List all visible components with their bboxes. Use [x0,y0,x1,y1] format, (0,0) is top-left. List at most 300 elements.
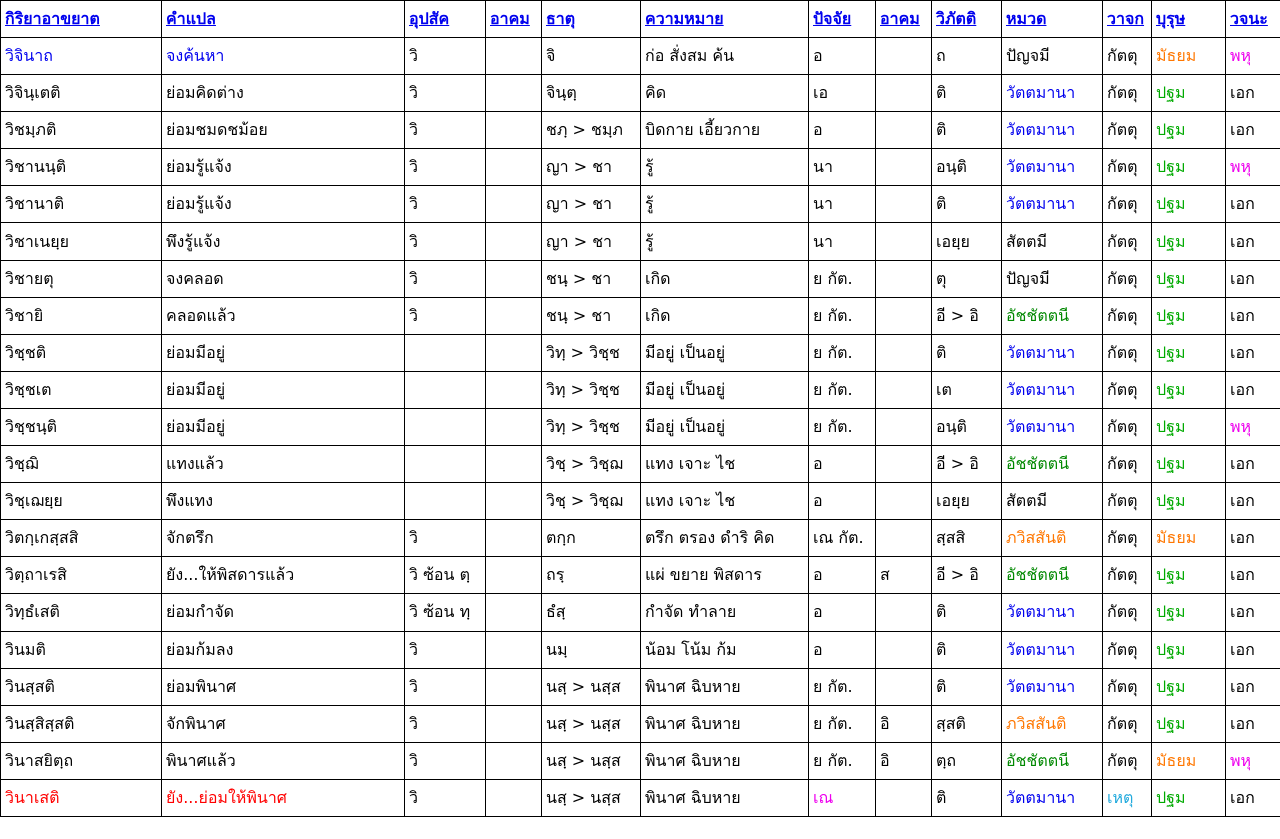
table-cell: กัตตุ [1103,38,1152,75]
table-cell: คิด [641,75,809,112]
table-cell: ถ [932,38,1002,75]
table-cell: ย่อมมีอยู่ [162,408,405,445]
table-cell: กัตตุ [1103,408,1152,445]
table-cell: วิทฺ > วิชฺช [542,408,641,445]
table-cell: วิตฺถาเรสิ [1,557,162,594]
table-cell [876,260,932,297]
table-cell: สฺสติ [932,705,1002,742]
table-cell: ปฐม [1152,705,1226,742]
table-cell: อี > อิ [932,446,1002,483]
table-cell: วัตตมานา [1002,112,1103,149]
table-cell: ปัญจมี [1002,38,1103,75]
table-cell: กัตตุ [1103,705,1152,742]
table-cell [486,520,542,557]
table-cell: กัตตุ [1103,520,1152,557]
table-cell [876,186,932,223]
table-cell: สฺสสิ [932,520,1002,557]
table-cell: จักตรึก [162,520,405,557]
table-cell: บิดกาย เอี้ยวกาย [641,112,809,149]
table-cell: วิ [405,779,486,816]
table-cell: อ [809,446,876,483]
table-cell: นสฺ > นสฺส [542,705,641,742]
table-cell: กัตตุ [1103,668,1152,705]
table-cell: วิทฺธํเสติ [1,594,162,631]
table-cell: กัตตุ [1103,334,1152,371]
table-cell [876,631,932,668]
table-cell [486,779,542,816]
table-cell [405,408,486,445]
table-cell: ปฐม [1152,371,1226,408]
table-cell [486,483,542,520]
table-cell: เอก [1226,594,1280,631]
table-cell [405,371,486,408]
column-header[interactable]: คำแปล [162,1,405,38]
table-cell: แทง เจาะ ไช [641,446,809,483]
table-cell: วิจินาถ [1,38,162,75]
table-cell [876,483,932,520]
table-cell: ปฐม [1152,483,1226,520]
table-cell [876,371,932,408]
table-row [1,779,1280,816]
table-cell: ย่อมรู้แจ้ง [162,186,405,223]
table-cell: ติ [932,334,1002,371]
table-cell: วิ [405,260,486,297]
table-cell: เกิด [641,260,809,297]
table-cell [405,446,486,483]
table-cell: เณ กัต. [809,520,876,557]
table-cell: เอก [1226,557,1280,594]
table-cell: วิ [405,186,486,223]
column-header[interactable]: อาคม [486,1,542,38]
table-cell: เอก [1226,446,1280,483]
table-cell: วัตตมานา [1002,631,1103,668]
table-cell: เอ [809,75,876,112]
table-row [1,631,1280,668]
table-cell: ย กัต. [809,742,876,779]
table-cell: อัชชัตตนี [1002,742,1103,779]
table-cell: วิตกฺเกสฺสสิ [1,520,162,557]
table-cell: รู้ [641,223,809,260]
table-cell: วิ [405,742,486,779]
table-cell: พินาศ ฉิบหาย [641,779,809,816]
table-cell [486,334,542,371]
table-cell: วิชฺชติ [1,334,162,371]
table-cell: วิชฺเฌยฺย [1,483,162,520]
table-body [1,38,1280,817]
table-cell [405,334,486,371]
table-row [1,594,1280,631]
table-cell: พินาศ ฉิบหาย [641,742,809,779]
table-cell: วิ [405,520,486,557]
table-cell: ย่อมชมดชม้อย [162,112,405,149]
table-cell: ปฐม [1152,297,1226,334]
table-cell [486,631,542,668]
table-cell: ชนฺ > ชา [542,297,641,334]
table-cell: วิชฺ > วิชฺฌ [542,483,641,520]
table-cell: รู้ [641,186,809,223]
table-cell: ตรึก ตรอง ดำริ คิด [641,520,809,557]
table-cell [486,594,542,631]
table-cell: กัตตุ [1103,297,1152,334]
table-cell [486,557,542,594]
table-cell: ปฐม [1152,260,1226,297]
table-cell [486,260,542,297]
column-header[interactable]: บุรุษ [1152,1,1226,38]
table-cell: ก่อ สั่งสม ค้น [641,38,809,75]
table-cell: กัตตุ [1103,631,1152,668]
column-header[interactable]: วิภัตติ [932,1,1002,38]
table-cell: วิ ซ้อน ตฺ [405,557,486,594]
table-cell: วินาสยิตฺถ [1,742,162,779]
table-cell: จิ [542,38,641,75]
column-header[interactable]: วาจก [1103,1,1152,38]
table-cell: เอก [1226,371,1280,408]
table-cell: ย่อมคิดต่าง [162,75,405,112]
table-cell: กัตตุ [1103,186,1152,223]
table-cell: นสฺ > นสฺส [542,668,641,705]
table-cell: กัตตุ [1103,371,1152,408]
table-cell [486,223,542,260]
table-row [1,668,1280,705]
column-header[interactable]: ความหมาย [641,1,809,38]
table-cell: พึงแทง [162,483,405,520]
table-cell: ปฐม [1152,186,1226,223]
table-cell: วิชฺฌิ [1,446,162,483]
table-cell: ปฐม [1152,631,1226,668]
table-cell: อ [809,631,876,668]
table-cell: ย กัต. [809,408,876,445]
table-cell: กัตตุ [1103,223,1152,260]
table-cell: วัตตมานา [1002,668,1103,705]
table-row [1,75,1280,112]
table-cell: ปฐม [1152,594,1226,631]
table-cell: พหุ [1226,38,1280,75]
table-cell: ปฐม [1152,334,1226,371]
column-header[interactable]: กิริยาอาขยาต [1,1,162,38]
table-cell [876,223,932,260]
column-header[interactable]: ปัจจัย [809,1,876,38]
table-cell: ย่อมกำจัด [162,594,405,631]
table-cell: วิ [405,223,486,260]
table-cell: เอก [1226,223,1280,260]
table-cell: กัตตุ [1103,149,1152,186]
table-cell: เอก [1226,483,1280,520]
table-cell: กัตตุ [1103,75,1152,112]
table-cell: เอก [1226,631,1280,668]
table-cell: อนฺติ [932,149,1002,186]
table-row [1,483,1280,520]
table-cell: พินาศแล้ว [162,742,405,779]
table-cell: เอยฺย [932,223,1002,260]
table-cell: อัชชัตตนี [1002,446,1103,483]
table-cell: วิ [405,38,486,75]
table-cell [876,668,932,705]
table-cell: ย่อมพินาศ [162,668,405,705]
table-cell: อ [809,483,876,520]
table-cell [486,742,542,779]
table-cell: ตกฺก [542,520,641,557]
table-cell: ปฐม [1152,223,1226,260]
table-cell: ย่อมก้มลง [162,631,405,668]
table-cell: ถรฺ [542,557,641,594]
table-cell: แผ่ ขยาย พิสดาร [641,557,809,594]
table-cell: มีอยู่ เป็นอยู่ [641,334,809,371]
table-cell: เอยฺย [932,483,1002,520]
table-cell [876,520,932,557]
table-cell [876,446,932,483]
table-cell: เอก [1226,112,1280,149]
column-header[interactable]: หมวด [1002,1,1103,38]
table-row [1,149,1280,186]
table-row [1,112,1280,149]
table-cell: จินฺตฺ [542,75,641,112]
table-cell [876,38,932,75]
table-cell: เอก [1226,705,1280,742]
table-cell [486,705,542,742]
table-cell: ย กัต. [809,705,876,742]
table-cell: วิ [405,668,486,705]
table-cell: กัตตุ [1103,260,1152,297]
table-cell: กัตตุ [1103,483,1152,520]
table-cell: วินาเสติ [1,779,162,816]
table-cell: วัตตมานา [1002,334,1103,371]
table-cell: สัตตมี [1002,483,1103,520]
table-cell: ติ [932,631,1002,668]
table-cell: วัตตมานา [1002,594,1103,631]
table-cell: วัตตมานา [1002,779,1103,816]
table-cell: วัตตมานา [1002,186,1103,223]
table-cell: นา [809,149,876,186]
table-cell [876,334,932,371]
table-cell: วิ [405,75,486,112]
table-cell: วินสฺสิสฺสติ [1,705,162,742]
table-cell: อนฺติ [932,408,1002,445]
table-cell: เอก [1226,779,1280,816]
table-cell: พึงรู้แจ้ง [162,223,405,260]
table-cell: วิ ซ้อน ทฺ [405,594,486,631]
table-cell [486,371,542,408]
table-cell: นมฺ [542,631,641,668]
table-row [1,446,1280,483]
table-cell: อ [809,112,876,149]
table-cell: เต [932,371,1002,408]
table-cell [876,112,932,149]
table-cell [486,297,542,334]
table-cell: กำจัด ทำลาย [641,594,809,631]
table-row [1,260,1280,297]
table-cell: ติ [932,668,1002,705]
table-cell [876,297,932,334]
table-cell: วิชฺชนฺติ [1,408,162,445]
table-row [1,297,1280,334]
table-cell: ย กัต. [809,371,876,408]
table-cell: เอก [1226,75,1280,112]
table-cell: ย่อมรู้แจ้ง [162,149,405,186]
table-cell: กัตตุ [1103,112,1152,149]
table-cell: พหุ [1226,408,1280,445]
table-cell: ปัญจมี [1002,260,1103,297]
table-cell: อ [809,557,876,594]
table-cell: ส [876,557,932,594]
table-cell: วินมติ [1,631,162,668]
table-cell: วิ [405,149,486,186]
table-cell: เอก [1226,334,1280,371]
table-cell: กัตตุ [1103,742,1152,779]
table-cell: พินาศ ฉิบหาย [641,668,809,705]
table-cell: วิชมฺภติ [1,112,162,149]
table-cell: มัธยม [1152,520,1226,557]
column-header[interactable]: วจนะ [1226,1,1280,38]
table-cell: ตุ [932,260,1002,297]
column-header[interactable]: อุปสัค [405,1,486,38]
table-cell [486,668,542,705]
table-cell [486,112,542,149]
column-header[interactable]: อาคม [876,1,932,38]
table-cell [876,149,932,186]
table-cell: นสฺ > นสฺส [542,779,641,816]
table-cell: ปฐม [1152,75,1226,112]
table-cell: เอก [1226,186,1280,223]
table-cell: วัตตมานา [1002,371,1103,408]
table-cell: อัชชัตตนี [1002,297,1103,334]
table-cell [876,594,932,631]
table-cell [876,75,932,112]
table-cell: วิ [405,297,486,334]
table-cell: พหุ [1226,742,1280,779]
table-cell: ปฐม [1152,112,1226,149]
table-cell [486,149,542,186]
table-cell: ภวิสสันติ [1002,705,1103,742]
table-cell: ญา > ชา [542,186,641,223]
table-cell: ชภฺ > ชมฺภ [542,112,641,149]
table-cell: ปฐม [1152,149,1226,186]
table-cell [486,186,542,223]
table-cell: จักพินาศ [162,705,405,742]
table-row [1,408,1280,445]
table-cell: กัตตุ [1103,594,1152,631]
table-cell: จงคลอด [162,260,405,297]
table-cell: กัตตุ [1103,446,1152,483]
table-cell: ย กัต. [809,297,876,334]
table-cell: นสฺ > นสฺส [542,742,641,779]
table-cell [876,408,932,445]
table-cell: อ [809,38,876,75]
table-cell: ชนฺ > ชา [542,260,641,297]
table-row [1,705,1280,742]
table-cell: แทง เจาะ ไช [641,483,809,520]
table-cell: ปฐม [1152,557,1226,594]
table-row [1,371,1280,408]
table-cell: แทงแล้ว [162,446,405,483]
table-cell: เอก [1226,260,1280,297]
table-row [1,557,1280,594]
table-cell: วิชานนฺติ [1,149,162,186]
table-cell: ยัง...ย่อมให้พินาศ [162,779,405,816]
table-cell: มีอยู่ เป็นอยู่ [641,371,809,408]
table-row [1,38,1280,75]
table-cell: ปฐม [1152,779,1226,816]
table-cell: วินสฺสติ [1,668,162,705]
table-cell: วิ [405,112,486,149]
table-cell: กัตตุ [1103,557,1152,594]
table-cell: ติ [932,186,1002,223]
table-cell: เณ [809,779,876,816]
table-cell: มีอยู่ เป็นอยู่ [641,408,809,445]
table-cell: ย กัต. [809,668,876,705]
table-cell: พหุ [1226,149,1280,186]
table-cell: วิทฺ > วิชฺช [542,371,641,408]
table-cell: อี > อิ [932,297,1002,334]
table-cell: วิ [405,705,486,742]
table-cell: เกิด [641,297,809,334]
table-cell: มัธยม [1152,742,1226,779]
table-cell: มัธยม [1152,38,1226,75]
table-cell [876,779,932,816]
header-row [1,1,1280,38]
table-cell [486,75,542,112]
table-cell: ธํสฺ [542,594,641,631]
table-cell: วิจินฺเตติ [1,75,162,112]
table-cell: วัตตมานา [1002,75,1103,112]
table-cell: ญา > ชา [542,149,641,186]
table-cell: วิทฺ > วิชฺช [542,334,641,371]
table-cell: ย กัต. [809,334,876,371]
table-cell: พินาศ ฉิบหาย [641,705,809,742]
table-cell: อิ [876,742,932,779]
table-cell: ติ [932,112,1002,149]
table-row [1,223,1280,260]
table-cell: วิชานาติ [1,186,162,223]
table-cell: วิชฺ > วิชฺฌ [542,446,641,483]
table-cell: วัตตมานา [1002,149,1103,186]
table-cell: วิ [405,631,486,668]
table-cell: ปฐม [1152,446,1226,483]
table-cell: วิชาเนยฺย [1,223,162,260]
table-cell: จงค้นหา [162,38,405,75]
column-header[interactable]: ธาตุ [542,1,641,38]
table-cell: นา [809,223,876,260]
table-cell: ปฐม [1152,408,1226,445]
table-cell: อ [809,594,876,631]
table-row [1,334,1280,371]
table-cell: ปฐม [1152,668,1226,705]
table-cell: วัตตมานา [1002,408,1103,445]
table-cell: เอก [1226,668,1280,705]
table-cell: ยัง...ให้พิสดารแล้ว [162,557,405,594]
table-cell: ย กัต. [809,260,876,297]
table-row [1,520,1280,557]
table-cell: นา [809,186,876,223]
table-cell: วิชายิ [1,297,162,334]
table-cell: วิชฺชเต [1,371,162,408]
table-cell: ติ [932,779,1002,816]
table-cell: ย่อมมีอยู่ [162,371,405,408]
table-cell: สัตตมี [1002,223,1103,260]
table-cell: เอก [1226,297,1280,334]
table-cell: อัชชัตตนี [1002,557,1103,594]
table-cell [486,446,542,483]
table-cell: ภวิสสันติ [1002,520,1103,557]
table-cell: เหตุ [1103,779,1152,816]
table-cell: อิ [876,705,932,742]
table-cell: ติ [932,594,1002,631]
table-cell [405,483,486,520]
table-cell: อี > อิ [932,557,1002,594]
table-row [1,742,1280,779]
table-cell: คลอดแล้ว [162,297,405,334]
table-cell: รู้ [641,149,809,186]
table-cell: ตฺถ [932,742,1002,779]
